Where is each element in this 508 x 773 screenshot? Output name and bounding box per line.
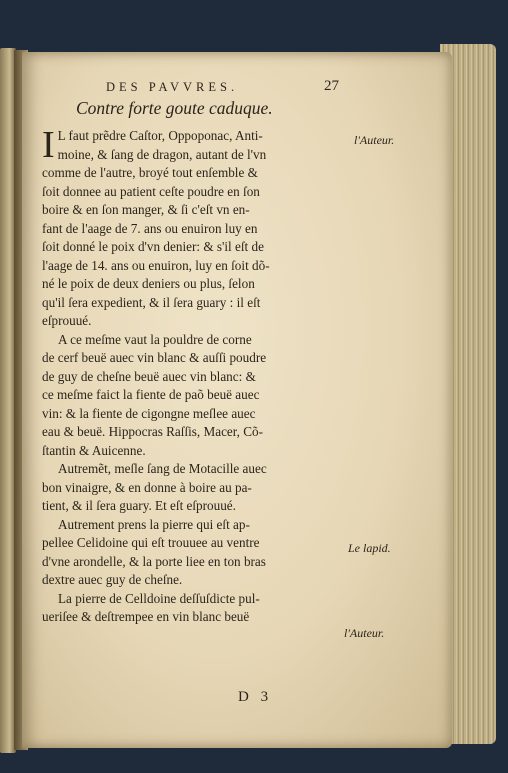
text-line: eſprouué. xyxy=(42,313,92,328)
text-line: Autrement prens la pierre qui eſt ap- xyxy=(58,516,250,532)
text-line: l'aage de 14. ans ou enuiron, luy en ſoit dõ- xyxy=(42,257,270,273)
text-line: ſoit donnee au patient ceſte poudre en ſon xyxy=(42,183,260,199)
text-line: d'vne arondelle, & la porte liee en ton bras xyxy=(42,553,266,569)
text-line: qu'il ſera expedient, & il ſera guary : il eſt xyxy=(42,294,261,310)
text-line: ſoit donné le poix d'vn denier: & s'il eſt de xyxy=(42,239,264,254)
margin-note-lapidary: Le lapid. xyxy=(348,541,391,555)
text-line: Autremẽt, meſle ſang de Motacille auec xyxy=(58,461,267,476)
text-line: pellee Celidoine qui eſt trouuee au ventre xyxy=(42,535,260,550)
text-line: vin: & la fiente de cigongne meſlee auec xyxy=(42,405,256,421)
text-line: ueriſee & deſtrempee en vin blanc beuë xyxy=(42,609,250,624)
section-title: Contre forte goute caduque. xyxy=(76,98,273,118)
text-line: fant de l'aage de 7. ans ou enuiron luy en xyxy=(42,220,258,236)
body-text xyxy=(42,124,348,627)
running-head: DES PAVVRES. xyxy=(106,80,239,94)
text-line: moine, & ſang de dragon, autant de l'vn xyxy=(57,146,267,162)
page-number: 27 xyxy=(324,78,339,94)
text-line: bon vinaigre, & en donne à boire au pa- xyxy=(42,479,252,495)
text-line: comme de l'autre, broyé tout enſemble & xyxy=(42,165,258,180)
margin-note-author: l'Auteur. xyxy=(354,133,395,147)
text-line: ce meſme faict la fiente de paõ beuë auec xyxy=(42,387,260,402)
text-line: ſtantin & Auicenne. xyxy=(42,442,146,458)
drop-cap: I xyxy=(42,124,55,166)
text-line: A ce meſme vaut la pouldre de corne xyxy=(58,331,252,347)
text-line: de cerf beuë auec vin blanc & auſſi poudre xyxy=(42,350,267,365)
text-line: tient, & il ſera guary. Et eſt eſprouué. xyxy=(42,498,236,513)
text-line: dextre auec guy de cheſne. xyxy=(42,572,183,587)
text-line: né le poix de deux deniers ou plus, ſelon xyxy=(42,276,255,291)
text-line: eau & beuë. Hippocras Raſſis, Macer, Cõ- xyxy=(42,424,264,439)
text-line: de guy de cheſne beuë auec vin blanc: & xyxy=(42,368,256,384)
text-line: L faut prẽdre Caſtor, Oppoponac, Anti- xyxy=(57,128,263,143)
text-line: boire & en ſon manger, & ſi c'eſt vn en- xyxy=(42,202,250,217)
signature-mark: D 3 xyxy=(238,689,273,705)
margin-note-author: l'Auteur. xyxy=(344,626,385,640)
text-line: La pierre de Celldoine deſſuſdicte pul- xyxy=(58,590,260,606)
